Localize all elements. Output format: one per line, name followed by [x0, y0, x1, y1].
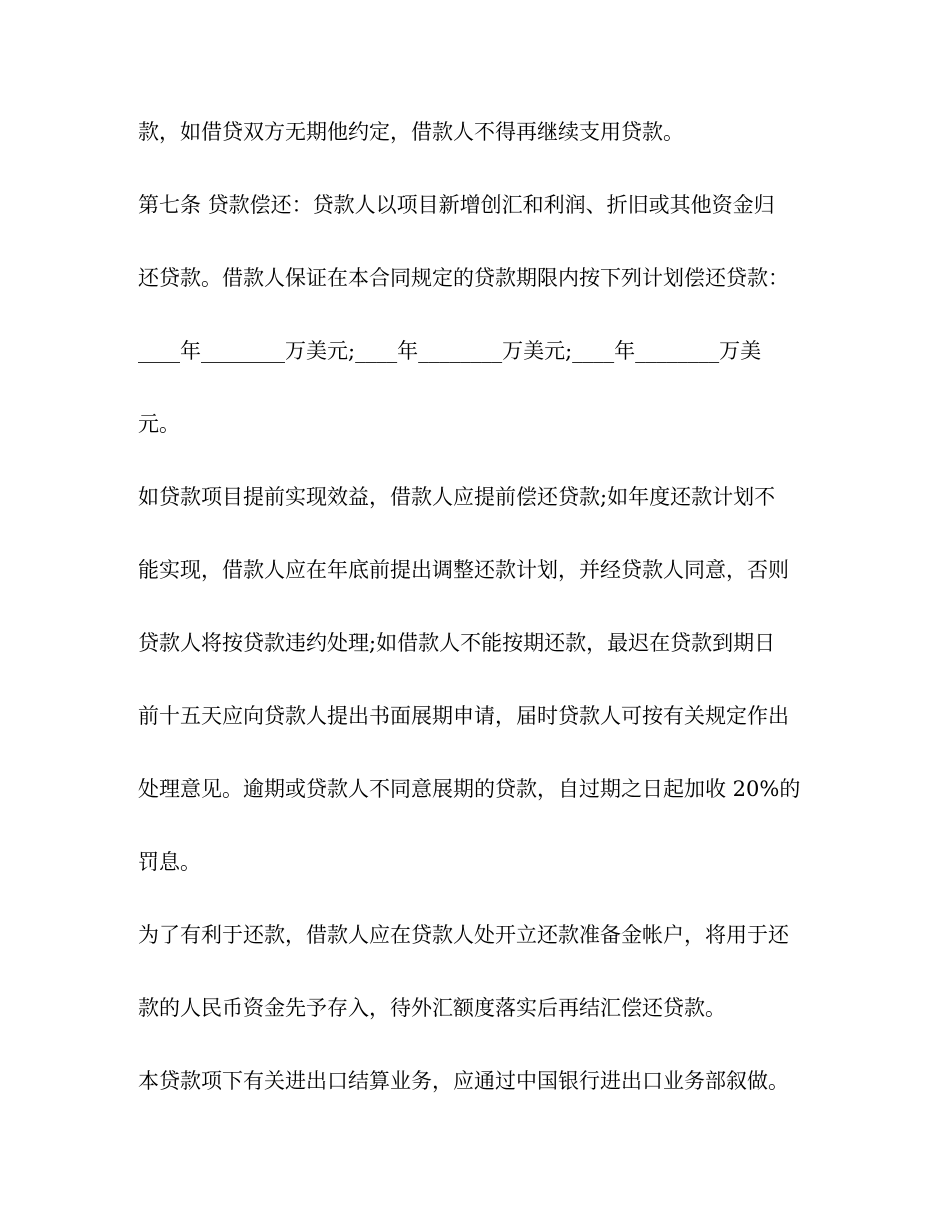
text-line: 贷款人将按贷款违约处理;如借款人不能按期还款，最迟在贷款到期日 — [138, 631, 776, 655]
text-line: 款的人民币资金先予存入，待外汇额度落实后再结汇偿还贷款。 — [138, 996, 726, 1020]
text-line: 如贷款项目提前实现效益，借款人应提前偿还贷款;如年度还款计划不 — [138, 485, 776, 509]
text-line: 前十五天应向贷款人提出书面展期申请，届时贷款人可按有关规定作出 — [138, 704, 789, 728]
text-line: 处理意见。逾期或贷款人不同意展期的贷款，自过期之日起加收 20%的 — [138, 777, 801, 801]
text-line: 还贷款。借款人保证在本合同规定的贷款期限内按下列计划偿还贷款： — [138, 266, 789, 290]
text-line: 为了有利于还款，借款人应在贷款人处开立还款准备金帐户，将用于还 — [138, 923, 789, 947]
text-line: 元。 — [138, 412, 180, 436]
document-body — [138, 120, 828, 1142]
text-line: 能实现，借款人应在年底前提出调整还款计划，并经贷款人同意，否则 — [138, 558, 789, 582]
text-line: 罚息。 — [138, 850, 201, 874]
text-line: 第七条 贷款偿还：贷款人以项目新增创汇和利润、折旧或其他资金归 — [138, 193, 775, 217]
text-line: ____年________万美元;____年________万美元;____年________万美 — [138, 339, 762, 363]
text-line: 款，如借贷双方无期他约定，借款人不得再继续支用贷款。 — [138, 120, 684, 144]
text-line: 本贷款项下有关进出口结算业务，应通过中国银行进出口业务部叙做。 — [138, 1069, 789, 1093]
